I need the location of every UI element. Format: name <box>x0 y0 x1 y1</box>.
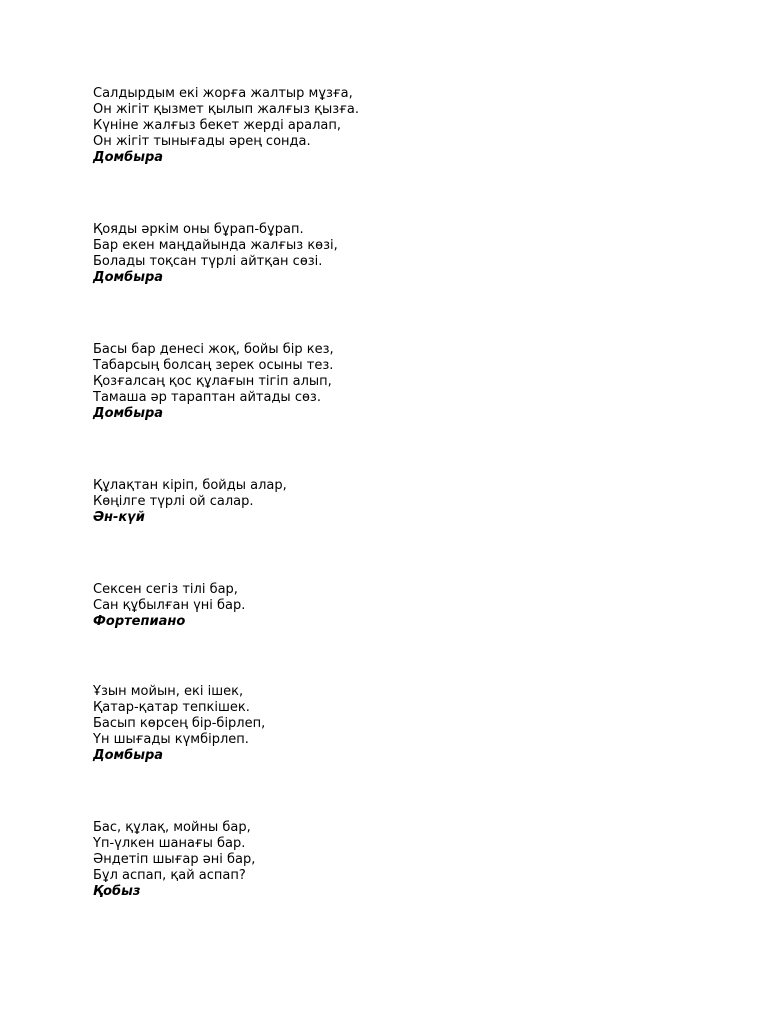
riddle-line: Табарсың болсаң зерек осыны тез. <box>93 358 334 373</box>
riddle-6 <box>93 684 265 764</box>
riddle-line: Әндетіп шығар әні бар, <box>93 852 256 867</box>
riddle-line: Бас, құлақ, мойны бар, <box>93 820 251 835</box>
riddle-answer: Домбыра <box>93 150 164 165</box>
riddle-line: Тамаша әр тараптан айтады сөз. <box>93 390 321 405</box>
riddle-line: Үн шығады күмбірлеп. <box>93 732 249 747</box>
riddle-3 <box>93 342 334 422</box>
riddle-answer: Домбыра <box>93 270 164 285</box>
riddle-line: Бұл аспап, қай аспап? <box>93 868 246 883</box>
riddle-line: Сексен сегіз тілі бар, <box>93 582 238 597</box>
riddle-answer: Ән-күй <box>93 510 145 525</box>
riddle-line: Он жігіт тынығады әрең сонда. <box>93 134 311 149</box>
riddle-line: Үп-үлкен шанағы бар. <box>93 836 246 851</box>
riddle-answer: Фортепиано <box>93 614 186 629</box>
riddle-answer: Қобыз <box>93 884 141 899</box>
riddle-1 <box>93 86 359 166</box>
riddle-line: Қатар-қатар тепкішек. <box>93 700 250 715</box>
riddle-7 <box>93 820 255 900</box>
riddle-line: Қозғалсаң қос құлағын тігіп алып, <box>93 374 332 389</box>
riddle-line: Ұзын мойын, екі ішек, <box>93 684 244 699</box>
riddle-line: Он жігіт қызмет қылып жалғыз қызға. <box>93 102 359 117</box>
riddle-answer: Домбыра <box>93 406 164 421</box>
riddle-line: Басы бар денесі жоқ, бойы бір кез, <box>93 342 334 357</box>
riddle-line: Басып көрсең бір-бірлеп, <box>93 716 266 731</box>
riddle-line: Қояды әркім оны бұрап-бұрап. <box>93 222 304 237</box>
riddle-5 <box>93 582 245 630</box>
riddle-2 <box>93 222 338 286</box>
riddle-line: Құлақтан кіріп, бойды алар, <box>93 478 287 493</box>
riddle-line: Болады тоқсан түрлі айтқан сөзі. <box>93 254 323 269</box>
riddle-line: Көңілге түрлі ой салар. <box>93 494 254 509</box>
riddle-4 <box>93 478 287 526</box>
riddle-answer: Домбыра <box>93 748 164 763</box>
riddle-line: Сан құбылған үні бар. <box>93 598 246 613</box>
riddle-line: Күніне жалғыз бекет жерді аралап, <box>93 118 341 133</box>
riddle-line: Бар екен маңдайында жалғыз көзі, <box>93 238 338 253</box>
riddle-line: Салдырдым екі жорға жалтыр мұзға, <box>93 86 353 101</box>
